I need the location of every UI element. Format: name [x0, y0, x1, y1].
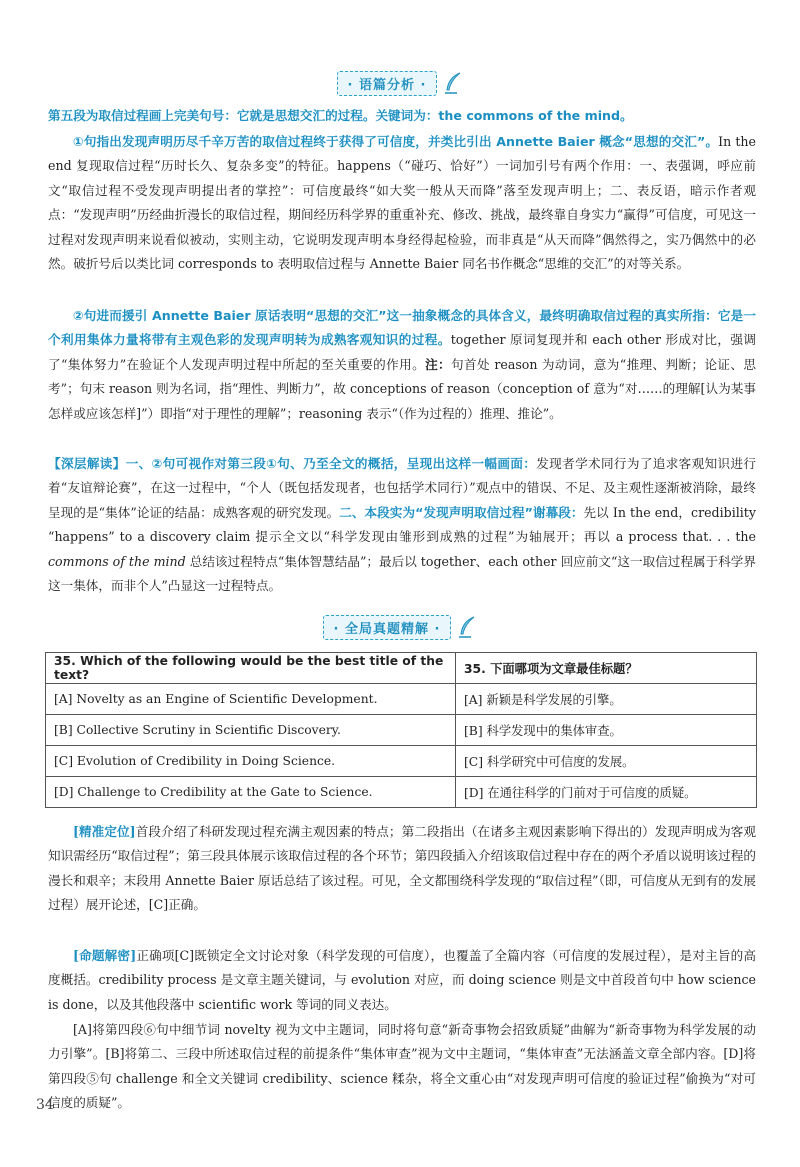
table-row [46, 653, 757, 684]
table-row [46, 715, 757, 746]
section-title-analysis [300, 70, 500, 96]
question-table [45, 652, 757, 808]
option-a-en: [A] Novelty as an Engine of Scientific Development. [46, 684, 456, 715]
sentence-1-heading: ①句指出发现声明历尽千辛万苦的取信过程终于获得了可信度，并类比引出 Annette Baier 概念“思想的交汇”。 [73, 134, 719, 149]
sentence-2-body: together 原词复现并和 each other 形成对比，强调了“集体努力”在验证个人发现声明过程中所起的至关重要的作用。 [48, 332, 757, 372]
paragraph-decryption [48, 944, 756, 1017]
sentence-2-heading: ②句进而援引 Annette Baier 原话表明“思想的交汇”这一抽象概念的具体含义，最终明确取信过程的真实所指：它是一个利用集体力量将带有主观色彩的发现声明转为成熟客观知识的过程。 [48, 308, 756, 348]
section-title-text: · 语篇分析 · [337, 71, 438, 96]
note-label: 注： [425, 356, 452, 372]
paragraph-distractors: [A]将第四段⑥句中细节词 novelty 视为文中主题词，同时将句意“新奇事物会招致质疑”曲解为“新奇事物为科学发展的动力引擎”。[B]将第二、三段中所述取信过程的前提条件“集体审查”视为文中主题词，“集体审查”无法涵盖文章全部内容。[D]将第四段⑤句 challenge 和全文关键词 credibility、science 糅杂，将全文重心由“对发现声明可信度的验证过程”偷换为“对可信度的质疑”。 [48, 1022, 756, 1111]
deep-reading-heading-2: 二、本段实为“发现声明取信过程”谢幕段： [339, 504, 584, 520]
section-title-text: · 全局真题精解 · [323, 615, 452, 640]
precise-location-body: 首段介绍了科研发现过程充满主观因素的特点；第二段指出（在诸多主观因素影响下得出的）发现声明成为客观知识需经历“取信过程”；第三段具体展示该取信过程的各个环节；第四段插入介绍该取信过程中存在的两个矛盾以说明该过程的漫长和艰辛；末段用 Annette Baier 原话总结了该过程。可见，全文都围绕科学发现的“取信过程”（即，可信度从无到有的发展过程）展开论述，[C]正确。 [48, 824, 757, 913]
question-zh: 35. 下面哪项为文章最佳标题？ [456, 653, 757, 684]
paragraph-precise-location [48, 820, 756, 918]
option-b-zh: [B] 科学发现中的集体审查。 [456, 715, 757, 746]
paragraph-sentence-2 [48, 304, 756, 426]
option-d-zh: [D] 在通往科学的门前对于可信度的质疑。 [456, 777, 757, 808]
option-a-zh: [A] 新颖是科学发展的引擎。 [456, 684, 757, 715]
deep-reading-italic: commons of the mind [48, 553, 186, 569]
page-number: 34 [36, 1097, 54, 1113]
option-c-en: [C] Evolution of Credibility in Doing Science. [46, 746, 456, 777]
paragraph-summary: 第五段为取信过程画上完美句号：它就是思想交汇的过程。关键词为：the commons of the mind。 [48, 108, 633, 123]
paragraph-sentence-1 [48, 130, 756, 276]
deep-reading-heading-1: 一、②句可视作对第三段①句、乃至全文的概括，呈现出这样一幅画面： [125, 456, 537, 471]
table-row [46, 684, 757, 715]
decryption-body: 正确项[C]既锁定全文讨论对象（科学发现的可信度），也覆盖了全篇内容（可信度的发展过程），是对主旨的高度概括。credibility process 是文章主题关键词，与 evolution 对应，而 doing science 则是文中首段首句中 how science is done，以及其他段落中 scientific work 等词的同义表达。 [48, 948, 756, 1012]
question-en: 35. Which of the following would be the best title of the text? [46, 653, 456, 684]
note-body: 句首处 reason 为动词，意为“推理、判断；论证、思考”；句末 reason 则为名词，指“理性、判断力”，故 conceptions of reason（conception of 意为“对……的理解[认为某事怎样或应该怎样]”）即指“对于理性的理解”；reasoning 表示“（作为过程的）推理、推论”。 [48, 356, 756, 421]
deep-reading-body-1: 发现者学术同行为了追求客观知识进行着“友谊辩论赛”，在这一过程中，“个人（既包括发现者，也包括学术同行）”观点中的错误、不足、及主观性逐渐被消除，最终呈现的是“集体”论证的结晶：成熟客观的研究发现。 [48, 456, 757, 520]
deep-reading-body-2b: 总结该过程特点“集体智慧结晶”；最后以 together、each other 回应前文“这一取信过程属于科学界这一集体，而非个人”凸显这一过程特点。 [48, 553, 756, 594]
section-title-answers [300, 614, 500, 640]
deep-reading-label: 【深层解读】 [48, 456, 126, 471]
precise-location-label: [精准定位] [73, 824, 136, 839]
option-d-en: [D] Challenge to Credibility at the Gate to Science. [46, 777, 456, 808]
sentence-1-body: In the end 复现取信过程“历时长久、复杂多变”的特征。happens（“碰巧、恰好”）一词加引号有两个作用：一、表强调，呼应前文“取信过程不受发现声明提出者的掌控”：可信度最终“如大奖一般从天而降”落至发现声明上；二、表反语，暗示作者观点：“发现声明”历经曲折漫长的取信过程，期间经历科学界的重重补充、修改、挑战，最终靠自身实力“赢得”可信度，可见这一过程对发现声明来说看似被动，实则主动，它说明发现声明本身经得起检验，而非真是“从天而降”偶然得之，实乃偶然中的必然。破折号后以类比词 corresponds to 表明取信过程与 Annette Baier 同名书作概念“思维的交汇”的对等关系。 [48, 134, 756, 272]
feather-pen-icon [443, 72, 463, 94]
paragraph-deep-reading [48, 452, 756, 598]
table-row [46, 777, 757, 808]
decryption-label: [命题解密] [73, 948, 137, 963]
table-row [46, 746, 757, 777]
option-c-zh: [C] 科学研究中可信度的发展。 [456, 746, 757, 777]
deep-reading-body-2a: 先以 In the end，credibility “happens” to a discovery claim 提示全文以“科学发现由雏形到成熟的过程”为轴展开；再以 a process that. . . the [48, 504, 756, 545]
feather-pen-icon [457, 616, 477, 638]
option-b-en: [B] Collective Scrutiny in Scientific Discovery. [46, 715, 456, 746]
